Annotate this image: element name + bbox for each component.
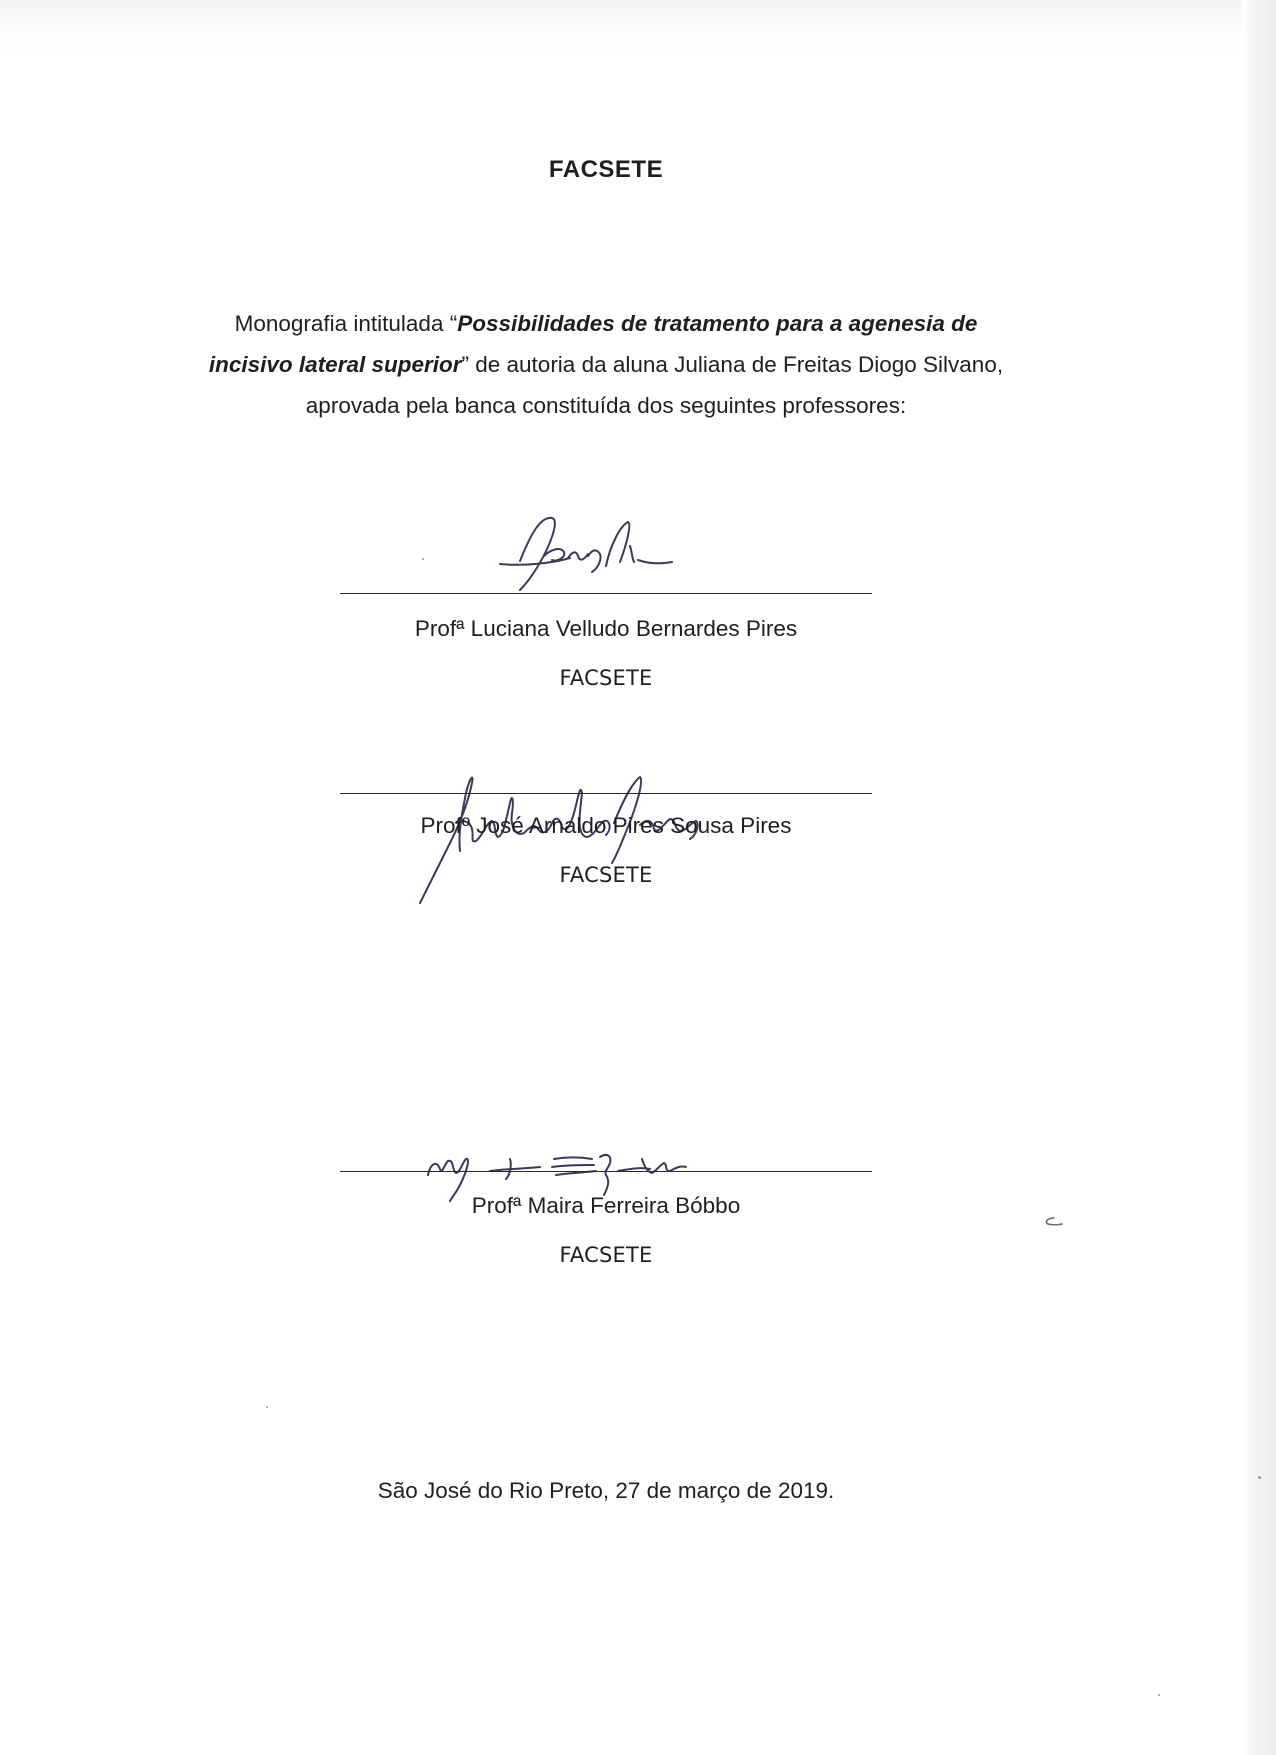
examiner-institution-2: FACSETE: [559, 863, 653, 887]
institution-header: FACSETE: [548, 156, 664, 183]
examiner-name-2: Profº José Arnaldo Pires Sousa Pires: [420, 813, 792, 838]
signature-line-3: [340, 1171, 872, 1172]
signature-line-1: [340, 593, 872, 594]
examiner-institution-1: FACSETE: [559, 666, 653, 690]
signature-line-2: [340, 793, 872, 794]
handwritten-signature-1: [460, 506, 700, 606]
scan-speck: [266, 1406, 268, 1408]
scan-edge-shadow: [1242, 0, 1276, 1755]
statement-prefix: Monografia intitulada “: [234, 311, 458, 336]
examiner-institution-3: FACSETE: [559, 1243, 653, 1267]
place-and-date: São José do Rio Preto, 27 de março de 2019.: [377, 1478, 835, 1503]
approval-statement: [200, 303, 1012, 426]
examiner-name-1: Profª Luciana Velludo Bernardes Pires: [414, 616, 798, 641]
scan-speck: [422, 558, 424, 560]
scan-mark: [1038, 1212, 1068, 1232]
statement-suffix: ” de autoria da aluna Juliana de Freitas Diogo Silvano, aprovada pela banca constituída dos seguintes professores:: [305, 352, 1004, 418]
examiner-name-3: Profª Maira Ferreira Bóbbo: [471, 1193, 741, 1218]
scan-speck: [1158, 1694, 1160, 1696]
scan-speck: [1258, 1476, 1261, 1479]
monograph-title: Possibilidades de tratamento para a agenesia de incisivo lateral superior: [208, 311, 978, 377]
